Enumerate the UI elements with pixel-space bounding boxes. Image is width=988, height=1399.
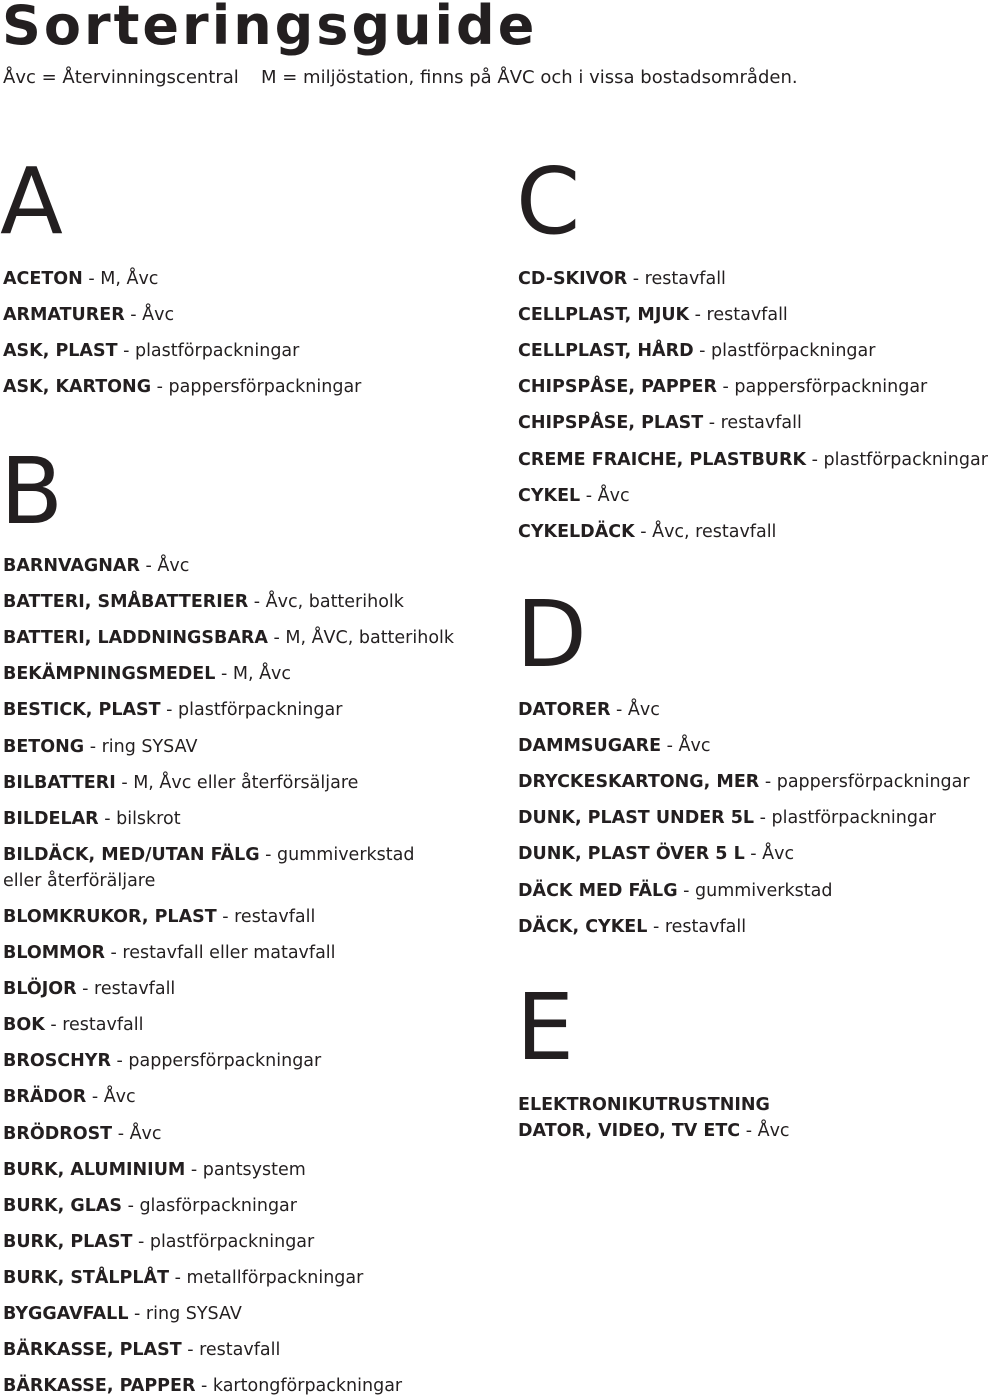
- entry-term: BARNVAGNAR: [3, 556, 140, 576]
- entry-destination: - restavfall eller matavfall: [104, 943, 336, 963]
- entry-destination: - plastförpackningar: [693, 341, 876, 362]
- entry-term: DUNK, PLAST UNDER 5L: [518, 808, 755, 829]
- entry-term: ASK, KARTONG: [3, 377, 152, 398]
- legend-avc: Åvc = Återvinningscentral: [3, 67, 239, 88]
- entry-term: CYKELDÄCK: [518, 521, 635, 542]
- entry-term: ELEKTRONIKUTRUSTNING DATOR, VIDEO, TV ETC: [518, 1095, 770, 1141]
- entry-term: BRÄDOR: [3, 1087, 87, 1108]
- list-item: [3, 661, 291, 687]
- entry-destination: - plastförpackningar: [117, 341, 300, 362]
- entry-destination: - Åvc: [740, 1121, 790, 1141]
- list-item: [518, 338, 875, 364]
- entry-destination: - plastförpackningar: [754, 808, 936, 829]
- entry-term: BURK, ALUMINIUM: [3, 1159, 186, 1180]
- list-item: [3, 374, 361, 400]
- entry-destination: - Åvc: [744, 844, 795, 865]
- list-item: [3, 770, 358, 796]
- entry-destination: - Åvc, batteriholk: [248, 592, 404, 613]
- list-item: [518, 447, 988, 473]
- section-letter-e: E: [516, 974, 575, 1081]
- section-letter-c: C: [516, 148, 581, 255]
- list-item: [3, 1337, 280, 1363]
- entry-term: BURK, GLAS: [3, 1195, 122, 1216]
- entry-term: BRÖDROST: [3, 1123, 113, 1144]
- entry-term: BETONG: [3, 736, 85, 757]
- list-item: [3, 338, 299, 364]
- entry-destination: - Åvc: [580, 485, 630, 506]
- list-item: [3, 1229, 314, 1255]
- entry-destination: - restavfall: [44, 1015, 144, 1036]
- legend: [3, 66, 798, 90]
- entry-term: BYGGAVFALL: [3, 1304, 129, 1324]
- list-item: [3, 1121, 162, 1147]
- section-letter-a: A: [0, 148, 63, 255]
- list-item: [3, 734, 197, 760]
- entry-destination: - pappersförpackningar: [759, 772, 970, 793]
- entry-destination: - restavfall: [181, 1340, 281, 1361]
- entry-destination: - Åvc: [661, 736, 711, 757]
- entry-destination: - pappersförpackningar: [151, 377, 362, 398]
- list-item: [3, 266, 158, 292]
- entry-term: ACETON: [3, 269, 83, 289]
- entry-term: BILBATTERI: [3, 772, 116, 793]
- entry-destination: - restavfall: [76, 979, 176, 1000]
- entry-term: BILDELAR: [3, 808, 99, 829]
- list-item: [3, 842, 453, 894]
- list-item: [518, 519, 776, 545]
- entry-destination: - restavfall: [703, 413, 802, 434]
- entry-destination: - Åvc: [112, 1123, 162, 1144]
- list-item: [518, 914, 746, 940]
- entry-term: BATTERI, LADDNINGSBARA: [3, 628, 268, 649]
- entry-destination: - restavfall: [627, 269, 726, 289]
- entry-destination: - bilskrot: [98, 808, 181, 829]
- entry-term: BEKÄMPNINGSMEDEL: [3, 664, 216, 685]
- entry-term: BILDÄCK, MED/UTAN FÄLG: [3, 844, 260, 865]
- entry-destination: - restavfall: [216, 906, 316, 927]
- list-item: [3, 806, 181, 832]
- list-item: [518, 374, 927, 400]
- list-item: [3, 1193, 297, 1219]
- entry-destination: - restavfall: [689, 305, 788, 326]
- list-item: [518, 878, 832, 904]
- entry-term: DÄCK MED FÄLG: [518, 880, 678, 901]
- list-item: [3, 625, 454, 651]
- entry-term: BLOMKRUKOR, PLAST: [3, 906, 217, 927]
- list-item: [3, 904, 315, 930]
- list-item: [518, 841, 794, 867]
- entry-term: CYKEL: [518, 485, 581, 506]
- list-item: [518, 805, 936, 831]
- entry-destination: - kartongförpackningar: [195, 1376, 403, 1397]
- list-item: [3, 1373, 402, 1399]
- list-item: [3, 1265, 363, 1291]
- entry-destination: - pantsystem: [185, 1159, 306, 1180]
- entry-destination: - Åvc: [610, 700, 660, 720]
- entry-destination: - plastförpackningar: [160, 700, 343, 721]
- entry-term: CD-SKIVOR: [518, 269, 628, 289]
- entry-destination: - pappersförpackningar: [716, 377, 928, 398]
- entry-destination: - Åvc: [139, 556, 190, 576]
- entry-destination: - ring SYSAV: [84, 736, 198, 757]
- entry-destination: - gummiverkstad eller återföräljare: [3, 844, 415, 891]
- entry-term: BURK, STÅLPLÅT: [3, 1267, 170, 1288]
- list-item: [518, 733, 710, 759]
- entry-term: CELLPLAST, HÅRD: [518, 341, 694, 362]
- entry-destination: - Åvc: [86, 1087, 136, 1108]
- entry-destination: - Åvc: [124, 305, 175, 326]
- entry-destination: - plastförpackningar: [806, 449, 988, 470]
- entry-term: ASK, PLAST: [3, 341, 118, 362]
- list-item: [518, 266, 726, 292]
- list-item: [3, 940, 336, 966]
- entry-term: DATORER: [518, 700, 611, 720]
- list-item: [3, 1012, 143, 1038]
- list-item: [3, 553, 189, 579]
- entry-term: CHIPSPÅSE, PLAST: [518, 413, 704, 434]
- list-item: [518, 697, 660, 723]
- list-item: [3, 1048, 321, 1074]
- page-title: Sorteringsguide: [2, 0, 538, 57]
- entry-term: CREME FRAICHE, PLASTBURK: [518, 449, 807, 470]
- entry-term: BESTICK, PLAST: [3, 700, 161, 721]
- entry-term: BÄRKASSE, PLAST: [3, 1340, 182, 1361]
- entry-term: BATTERI, SMÅBATTERIER: [3, 592, 249, 613]
- entry-term: CHIPSPÅSE, PAPPER: [518, 377, 717, 398]
- section-letter-b: B: [0, 438, 64, 545]
- list-item: [518, 1092, 848, 1144]
- entry-destination: - M, Åvc: [82, 269, 159, 289]
- entry-destination: - M, Åvc eller återförsäljare: [115, 772, 359, 793]
- legend-m: M = miljöstation, finns på ÅVC och i vissa bostadsområden.: [261, 67, 798, 88]
- section-letter-d: D: [516, 581, 587, 688]
- list-item: [3, 1157, 306, 1183]
- entry-term: BLÖJOR: [3, 979, 77, 1000]
- entry-term: DAMMSUGARE: [518, 736, 662, 757]
- entry-destination: - restavfall: [647, 916, 747, 937]
- entry-destination: - metallförpackningar: [169, 1267, 364, 1288]
- entry-destination: - ring SYSAV: [128, 1304, 242, 1324]
- list-item: [3, 1301, 242, 1327]
- list-item: [3, 589, 404, 615]
- list-item: [518, 302, 788, 328]
- entry-term: BLOMMOR: [3, 943, 105, 963]
- entry-destination: - Åvc, restavfall: [634, 521, 777, 542]
- entry-destination: - M, ÅVC, batteriholk: [267, 628, 455, 649]
- entry-term: BURK, PLAST: [3, 1231, 133, 1252]
- list-item: [3, 302, 174, 328]
- entry-term: DRYCKESKARTONG, MER: [518, 772, 760, 793]
- list-item: [3, 976, 175, 1002]
- entry-term: CELLPLAST, MJUK: [518, 305, 690, 326]
- entry-term: BROSCHYR: [3, 1051, 111, 1072]
- entry-destination: - glasförpackningar: [122, 1195, 297, 1216]
- entry-destination: - gummiverkstad: [677, 880, 833, 901]
- list-item: [3, 697, 342, 723]
- list-item: [3, 1084, 136, 1110]
- list-item: [518, 483, 630, 509]
- entry-destination: - pappersförpackningar: [110, 1051, 322, 1072]
- entry-term: DUNK, PLAST ÖVER 5 L: [518, 844, 745, 865]
- entry-term: BÄRKASSE, PAPPER: [3, 1376, 196, 1397]
- entry-destination: - plastförpackningar: [132, 1231, 315, 1252]
- list-item: [518, 410, 802, 436]
- list-item: [518, 769, 970, 795]
- entry-term: DÄCK, CYKEL: [518, 916, 648, 937]
- entry-term: ARMATURER: [3, 305, 125, 326]
- entry-destination: - M, Åvc: [215, 664, 292, 685]
- entry-term: BOK: [3, 1015, 45, 1036]
